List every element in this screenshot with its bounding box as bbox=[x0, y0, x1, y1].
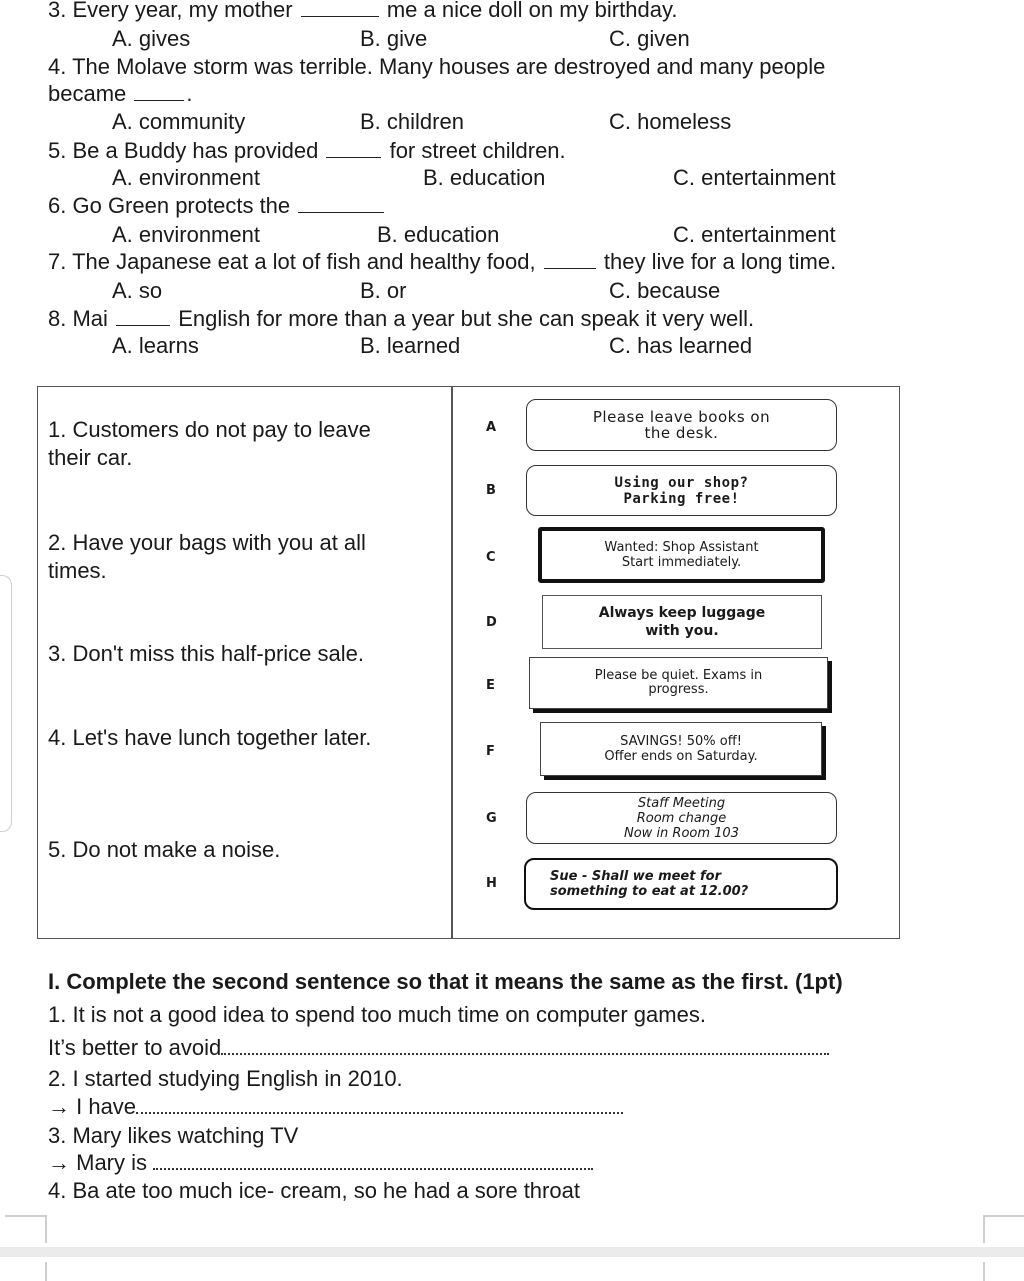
sign-letter: H bbox=[486, 876, 497, 891]
crop-mark bbox=[5, 1215, 47, 1217]
sign-letter: A bbox=[486, 420, 497, 435]
option: C. given bbox=[609, 26, 690, 51]
answer-line[interactable] bbox=[136, 1094, 623, 1114]
option: C. entertainment bbox=[673, 165, 836, 190]
sign-letter: F bbox=[486, 744, 495, 759]
sign-b: Using our shop? Parking free! bbox=[526, 465, 837, 516]
sign-h: Sue - Shall we meet for something to eat at 12.00? bbox=[524, 858, 838, 910]
statement-2: 2. Have your bags with you at all times. bbox=[48, 530, 366, 583]
option: A. learns bbox=[112, 333, 199, 358]
crop-mark bbox=[983, 1215, 985, 1243]
answer-line[interactable] bbox=[221, 1035, 829, 1055]
option: B. or bbox=[360, 278, 407, 303]
table-divider bbox=[451, 386, 453, 939]
rewrite-answer-2: → I have bbox=[48, 1094, 623, 1120]
crop-mark bbox=[983, 1215, 1024, 1217]
sign-letter: G bbox=[486, 811, 497, 826]
option: B. education bbox=[377, 222, 500, 247]
answer-blank bbox=[298, 194, 384, 213]
option: C. entertainment bbox=[673, 222, 836, 247]
answer-blank bbox=[134, 82, 184, 101]
question-8: 8. Mai English for more than a year but she can speak it very well. bbox=[48, 306, 755, 331]
option: A. environment bbox=[112, 165, 260, 190]
question-6: 6. Go Green protects the bbox=[48, 193, 386, 219]
answer-line[interactable] bbox=[153, 1150, 593, 1170]
sign-f: SAVINGS! 50% off! Offer ends on Saturday. bbox=[540, 722, 822, 776]
option: C. homeless bbox=[609, 109, 732, 134]
sign-e: Please be quiet. Exams in progress. bbox=[529, 657, 828, 709]
sign-letter: E bbox=[486, 678, 495, 693]
answer-blank bbox=[301, 0, 379, 17]
page-edge bbox=[0, 1247, 1024, 1257]
option: B. give bbox=[360, 26, 428, 51]
rewrite-prompt-1: 1. It is not a good idea to spend too much time on computer games. bbox=[48, 1002, 706, 1027]
question-4: 4. The Molave storm was terrible. Many houses are destroyed and many people bbox=[48, 54, 826, 79]
crop-mark bbox=[45, 1215, 47, 1243]
sign-letter: B bbox=[486, 483, 496, 498]
crop-mark bbox=[45, 1262, 47, 1281]
rewrite-answer-3: → Mary is bbox=[48, 1150, 593, 1176]
statement-1: 1. Customers do not pay to leave their car. bbox=[48, 417, 371, 470]
statement-5: 5. Do not make a noise. bbox=[48, 837, 281, 862]
scan-shadow bbox=[0, 575, 12, 832]
section-heading: I. Complete the second sentence so that it means the same as the first. (1pt) bbox=[48, 969, 843, 994]
rewrite-answer-1: It’s better to avoid bbox=[48, 1035, 829, 1061]
answer-blank bbox=[116, 307, 170, 326]
sign-letter: D bbox=[486, 615, 497, 630]
option: A. environment bbox=[112, 222, 260, 247]
option: A. gives bbox=[112, 26, 191, 51]
option: B. education bbox=[423, 165, 546, 190]
sign-a: Please leave books on the desk. bbox=[526, 399, 837, 451]
rewrite-prompt-2: 2. I started studying English in 2010. bbox=[48, 1066, 403, 1091]
option: B. children bbox=[360, 109, 464, 134]
question-7: 7. The Japanese eat a lot of fish and healthy food, they live for a long time. bbox=[48, 249, 837, 274]
statement-4: 4. Let's have lunch together later. bbox=[48, 725, 372, 750]
answer-blank bbox=[326, 139, 381, 158]
option: A. so bbox=[112, 278, 163, 303]
sign-d: Always keep luggage with you. bbox=[542, 595, 822, 649]
question-4-cont: became . bbox=[48, 81, 193, 106]
option: A. community bbox=[112, 109, 246, 134]
option: B. learned bbox=[360, 333, 461, 358]
rewrite-prompt-4: 4. Ba ate too much ice- cream, so he had a sore throat bbox=[48, 1178, 580, 1203]
answer-blank bbox=[544, 250, 596, 269]
sign-g: Staff Meeting Room change Now in Room 103 bbox=[526, 792, 837, 844]
question-3: 3. Every year, my mother me a nice doll on my birthday. bbox=[48, 0, 678, 22]
sign-c: Wanted: Shop Assistant Start immediately. bbox=[538, 527, 825, 583]
sign-letter: C bbox=[486, 550, 496, 565]
option: C. because bbox=[609, 278, 721, 303]
question-5: 5. Be a Buddy has provided for street children. bbox=[48, 138, 566, 163]
rewrite-prompt-3: 3. Mary likes watching TV bbox=[48, 1123, 299, 1148]
option: C. has learned bbox=[609, 333, 753, 358]
statement-3: 3. Don't miss this half-price sale. bbox=[48, 641, 364, 666]
crop-mark bbox=[983, 1262, 985, 1281]
